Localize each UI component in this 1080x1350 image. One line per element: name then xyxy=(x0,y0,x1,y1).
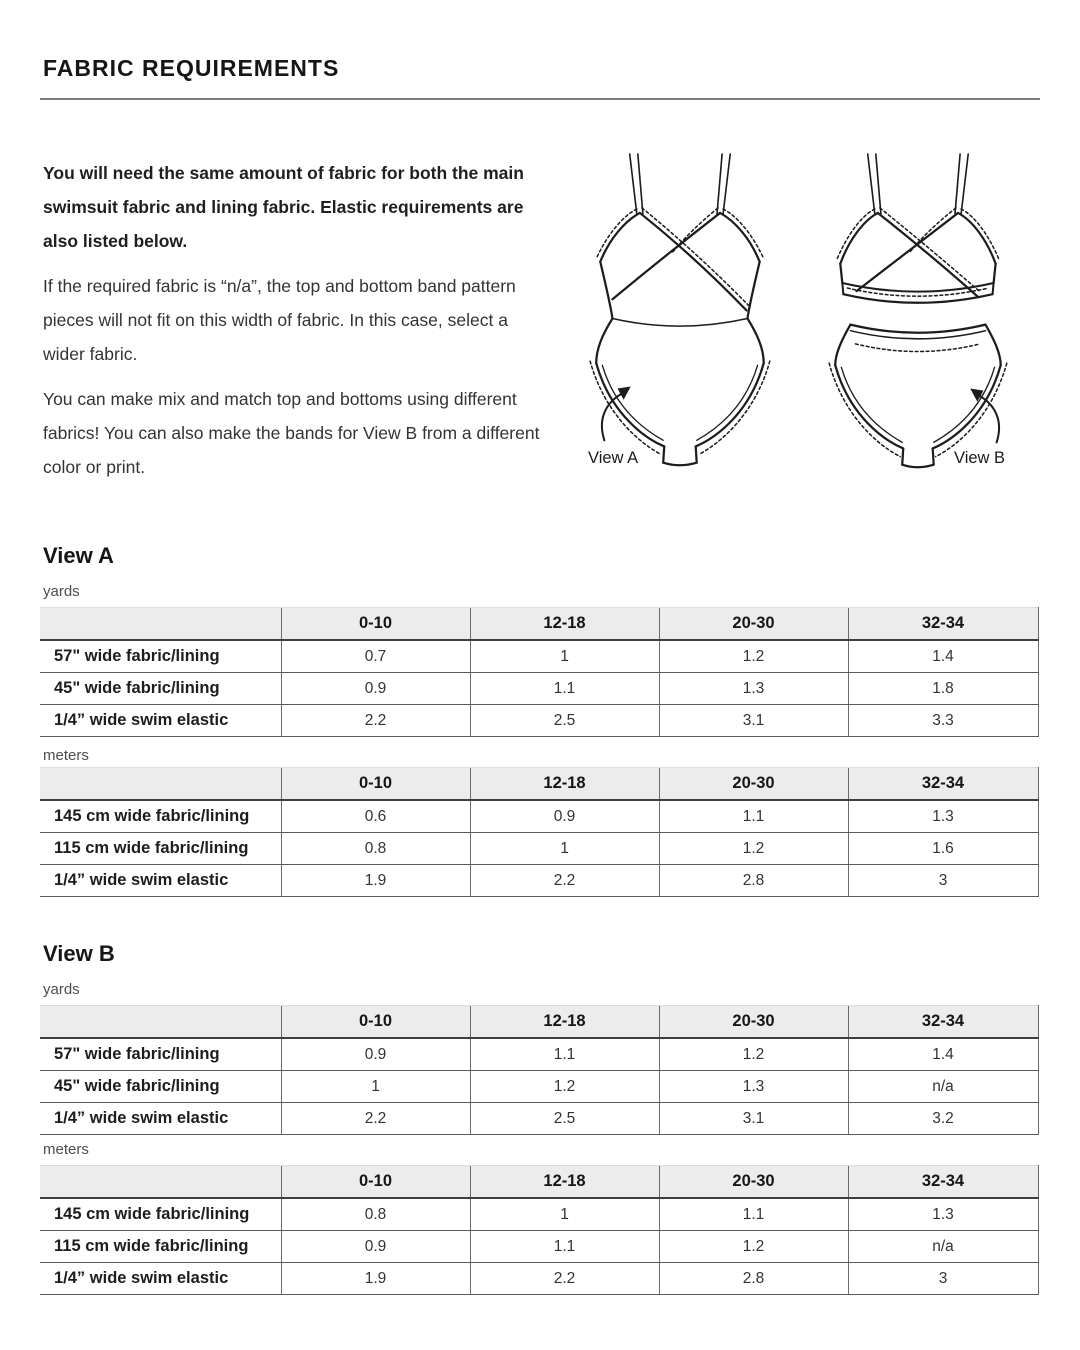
size-column-header: 0-10 xyxy=(281,1006,470,1039)
size-column-header: 0-10 xyxy=(281,608,470,641)
strap-line xyxy=(955,154,960,214)
value-cell: 2.2 xyxy=(281,705,470,737)
table-row xyxy=(40,1263,1038,1295)
top-side-seam xyxy=(994,264,996,283)
cup-outline xyxy=(720,213,760,262)
view-a-caption: View A xyxy=(588,449,639,467)
value-cell: 1.2 xyxy=(659,1038,848,1071)
row-label: 115 cm wide fabric/lining xyxy=(40,1231,281,1263)
size-column-header: 0-10 xyxy=(281,1166,470,1199)
value-cell: n/a xyxy=(848,1071,1038,1103)
table-row xyxy=(40,1198,1038,1231)
value-cell: 3.3 xyxy=(848,705,1038,737)
leg-binding-line xyxy=(934,367,995,442)
value-cell: 1.3 xyxy=(848,1198,1038,1231)
size-column-header: 0-10 xyxy=(281,768,470,801)
value-cell: 2.5 xyxy=(470,1103,659,1135)
value-cell: 1.1 xyxy=(659,1198,848,1231)
band-edge xyxy=(842,283,843,294)
view-a-yards-table xyxy=(40,607,1039,737)
size-column-header: 20-30 xyxy=(659,1006,848,1039)
view-b-yards-table xyxy=(40,1005,1039,1135)
side-seam xyxy=(600,262,612,319)
table-row xyxy=(40,640,1038,673)
strap-line xyxy=(638,154,643,214)
view-b-heading: View B xyxy=(43,941,115,966)
size-column-header: 32-34 xyxy=(848,1166,1038,1199)
value-cell: 1 xyxy=(470,833,659,865)
strap-line xyxy=(723,154,730,214)
row-label: 115 cm wide fabric/lining xyxy=(40,833,281,865)
intro-text xyxy=(43,156,550,495)
size-column-header: 20-30 xyxy=(659,768,848,801)
value-cell: 3.1 xyxy=(659,705,848,737)
table-row xyxy=(40,705,1038,737)
size-column-header: 20-30 xyxy=(659,608,848,641)
value-cell: 1 xyxy=(281,1071,470,1103)
unit-label-yards: yards xyxy=(43,583,80,600)
value-cell: 1.2 xyxy=(659,833,848,865)
row-label: 45" wide fabric/lining xyxy=(40,1071,281,1103)
waistband-line xyxy=(850,325,985,333)
crotch-outline xyxy=(902,448,933,467)
row-label: 45" wide fabric/lining xyxy=(40,673,281,705)
value-cell: 3 xyxy=(848,865,1038,897)
intro-paragraph-mix: You can make mix and match top and bottoms using different fabrics! You can also make the bands for View B from a different color or print. xyxy=(43,389,540,477)
view-a-arrow-icon xyxy=(602,387,631,441)
value-cell: 1.9 xyxy=(281,1263,470,1295)
value-cell: 0.6 xyxy=(281,800,470,833)
size-column-header: 12-18 xyxy=(470,608,659,641)
value-cell: 0.9 xyxy=(281,673,470,705)
top-side-seam xyxy=(840,264,842,283)
table-row xyxy=(40,1103,1038,1135)
table-row xyxy=(40,673,1038,705)
value-cell: n/a xyxy=(848,1231,1038,1263)
value-cell: 1.1 xyxy=(470,1038,659,1071)
value-cell: 1.1 xyxy=(470,1231,659,1263)
corner-cell xyxy=(40,1006,281,1039)
value-cell: 1.2 xyxy=(659,640,848,673)
value-cell: 2.5 xyxy=(470,705,659,737)
strap-line xyxy=(868,154,875,214)
value-cell: 1.9 xyxy=(281,865,470,897)
strap-line xyxy=(876,154,881,214)
table-row xyxy=(40,833,1038,865)
row-label: 1/4” wide swim elastic xyxy=(40,705,281,737)
value-cell: 0.9 xyxy=(281,1231,470,1263)
view-a-illustration xyxy=(560,150,805,485)
value-cell: 1.1 xyxy=(659,800,848,833)
size-header-row xyxy=(40,1006,1038,1039)
value-cell: 2.8 xyxy=(659,865,848,897)
waist-seam xyxy=(612,319,747,327)
band-edge xyxy=(993,283,994,294)
wrap-seam xyxy=(612,213,720,299)
table-row xyxy=(40,865,1038,897)
value-cell: 1.3 xyxy=(659,673,848,705)
row-label: 145 cm wide fabric/lining xyxy=(40,800,281,833)
size-column-header: 32-34 xyxy=(848,1006,1038,1039)
value-cell: 1.4 xyxy=(848,640,1038,673)
table-row xyxy=(40,1231,1038,1263)
row-label: 57" wide fabric/lining xyxy=(40,1038,281,1071)
cup-outline xyxy=(600,213,640,262)
intro-paragraph-note: If the required fabric is “n/a”, the top and bottom band pattern pieces will not fit on this width of fabric. In this case, select a wider fabric. xyxy=(43,276,516,364)
value-cell: 1.4 xyxy=(848,1038,1038,1071)
view-a-meters-table xyxy=(40,767,1039,897)
strap-line xyxy=(961,154,968,214)
corner-cell xyxy=(40,608,281,641)
size-header-row xyxy=(40,608,1038,641)
title-divider xyxy=(40,98,1040,100)
value-cell: 0.9 xyxy=(470,800,659,833)
cup-outline xyxy=(840,213,878,264)
value-cell: 1.1 xyxy=(470,673,659,705)
hip-outline xyxy=(596,319,612,364)
size-header-row xyxy=(40,1166,1038,1199)
hip-outline xyxy=(747,319,763,364)
value-cell: 2.2 xyxy=(470,1263,659,1295)
unit-label-meters: meters xyxy=(43,747,89,764)
value-cell: 1 xyxy=(470,1198,659,1231)
view-b-meters-table xyxy=(40,1165,1039,1295)
size-column-header: 32-34 xyxy=(848,768,1038,801)
size-column-header: 12-18 xyxy=(470,768,659,801)
unit-label-meters: meters xyxy=(43,1141,89,1158)
value-cell: 1.8 xyxy=(848,673,1038,705)
value-cell: 1.3 xyxy=(848,800,1038,833)
strap-line xyxy=(717,154,722,214)
crotch-outline xyxy=(663,446,697,465)
hip-outline xyxy=(835,325,850,366)
value-cell: 3.2 xyxy=(848,1103,1038,1135)
hip-outline xyxy=(985,325,1000,366)
wrap-seam xyxy=(640,213,747,310)
wrap-seam xyxy=(878,213,979,297)
corner-cell xyxy=(40,768,281,801)
value-cell: 0.8 xyxy=(281,833,470,865)
size-column-header: 20-30 xyxy=(659,1166,848,1199)
leg-binding-line xyxy=(697,365,758,440)
value-cell: 3 xyxy=(848,1263,1038,1295)
view-a-heading: View A xyxy=(43,543,114,568)
leg-binding-line xyxy=(841,367,902,442)
wrap-seam xyxy=(857,213,959,291)
value-cell: 3.1 xyxy=(659,1103,848,1135)
row-label: 1/4” wide swim elastic xyxy=(40,865,281,897)
page-title: FABRIC REQUIREMENTS xyxy=(43,55,340,81)
value-cell: 1 xyxy=(470,640,659,673)
value-cell: 0.9 xyxy=(281,1038,470,1071)
table-row xyxy=(40,1071,1038,1103)
row-label: 57" wide fabric/lining xyxy=(40,640,281,673)
cup-outline xyxy=(958,213,996,264)
value-cell: 2.8 xyxy=(659,1263,848,1295)
table-row xyxy=(40,800,1038,833)
view-b-caption: View B xyxy=(954,449,1006,467)
size-header-row xyxy=(40,768,1038,801)
value-cell: 1.2 xyxy=(470,1071,659,1103)
row-label: 1/4” wide swim elastic xyxy=(40,1103,281,1135)
intro-paragraph-lead: You will need the same amount of fabric for both the main swimsuit fabric and lining fabric. Elastic requirements are also listed below. xyxy=(43,163,524,251)
corner-cell xyxy=(40,1166,281,1199)
value-cell: 1.2 xyxy=(659,1231,848,1263)
strap-line xyxy=(630,154,637,214)
value-cell: 0.8 xyxy=(281,1198,470,1231)
row-label: 145 cm wide fabric/lining xyxy=(40,1198,281,1231)
table-row xyxy=(40,1038,1038,1071)
value-cell: 2.2 xyxy=(470,865,659,897)
row-label: 1/4” wide swim elastic xyxy=(40,1263,281,1295)
size-column-header: 12-18 xyxy=(470,1006,659,1039)
unit-label-yards: yards xyxy=(43,981,80,998)
value-cell: 2.2 xyxy=(281,1103,470,1135)
value-cell: 1.3 xyxy=(659,1071,848,1103)
size-column-header: 32-34 xyxy=(848,608,1038,641)
side-seam xyxy=(747,262,759,319)
view-b-illustration xyxy=(798,150,1043,485)
value-cell: 0.7 xyxy=(281,640,470,673)
value-cell: 1.6 xyxy=(848,833,1038,865)
size-column-header: 12-18 xyxy=(470,1166,659,1199)
